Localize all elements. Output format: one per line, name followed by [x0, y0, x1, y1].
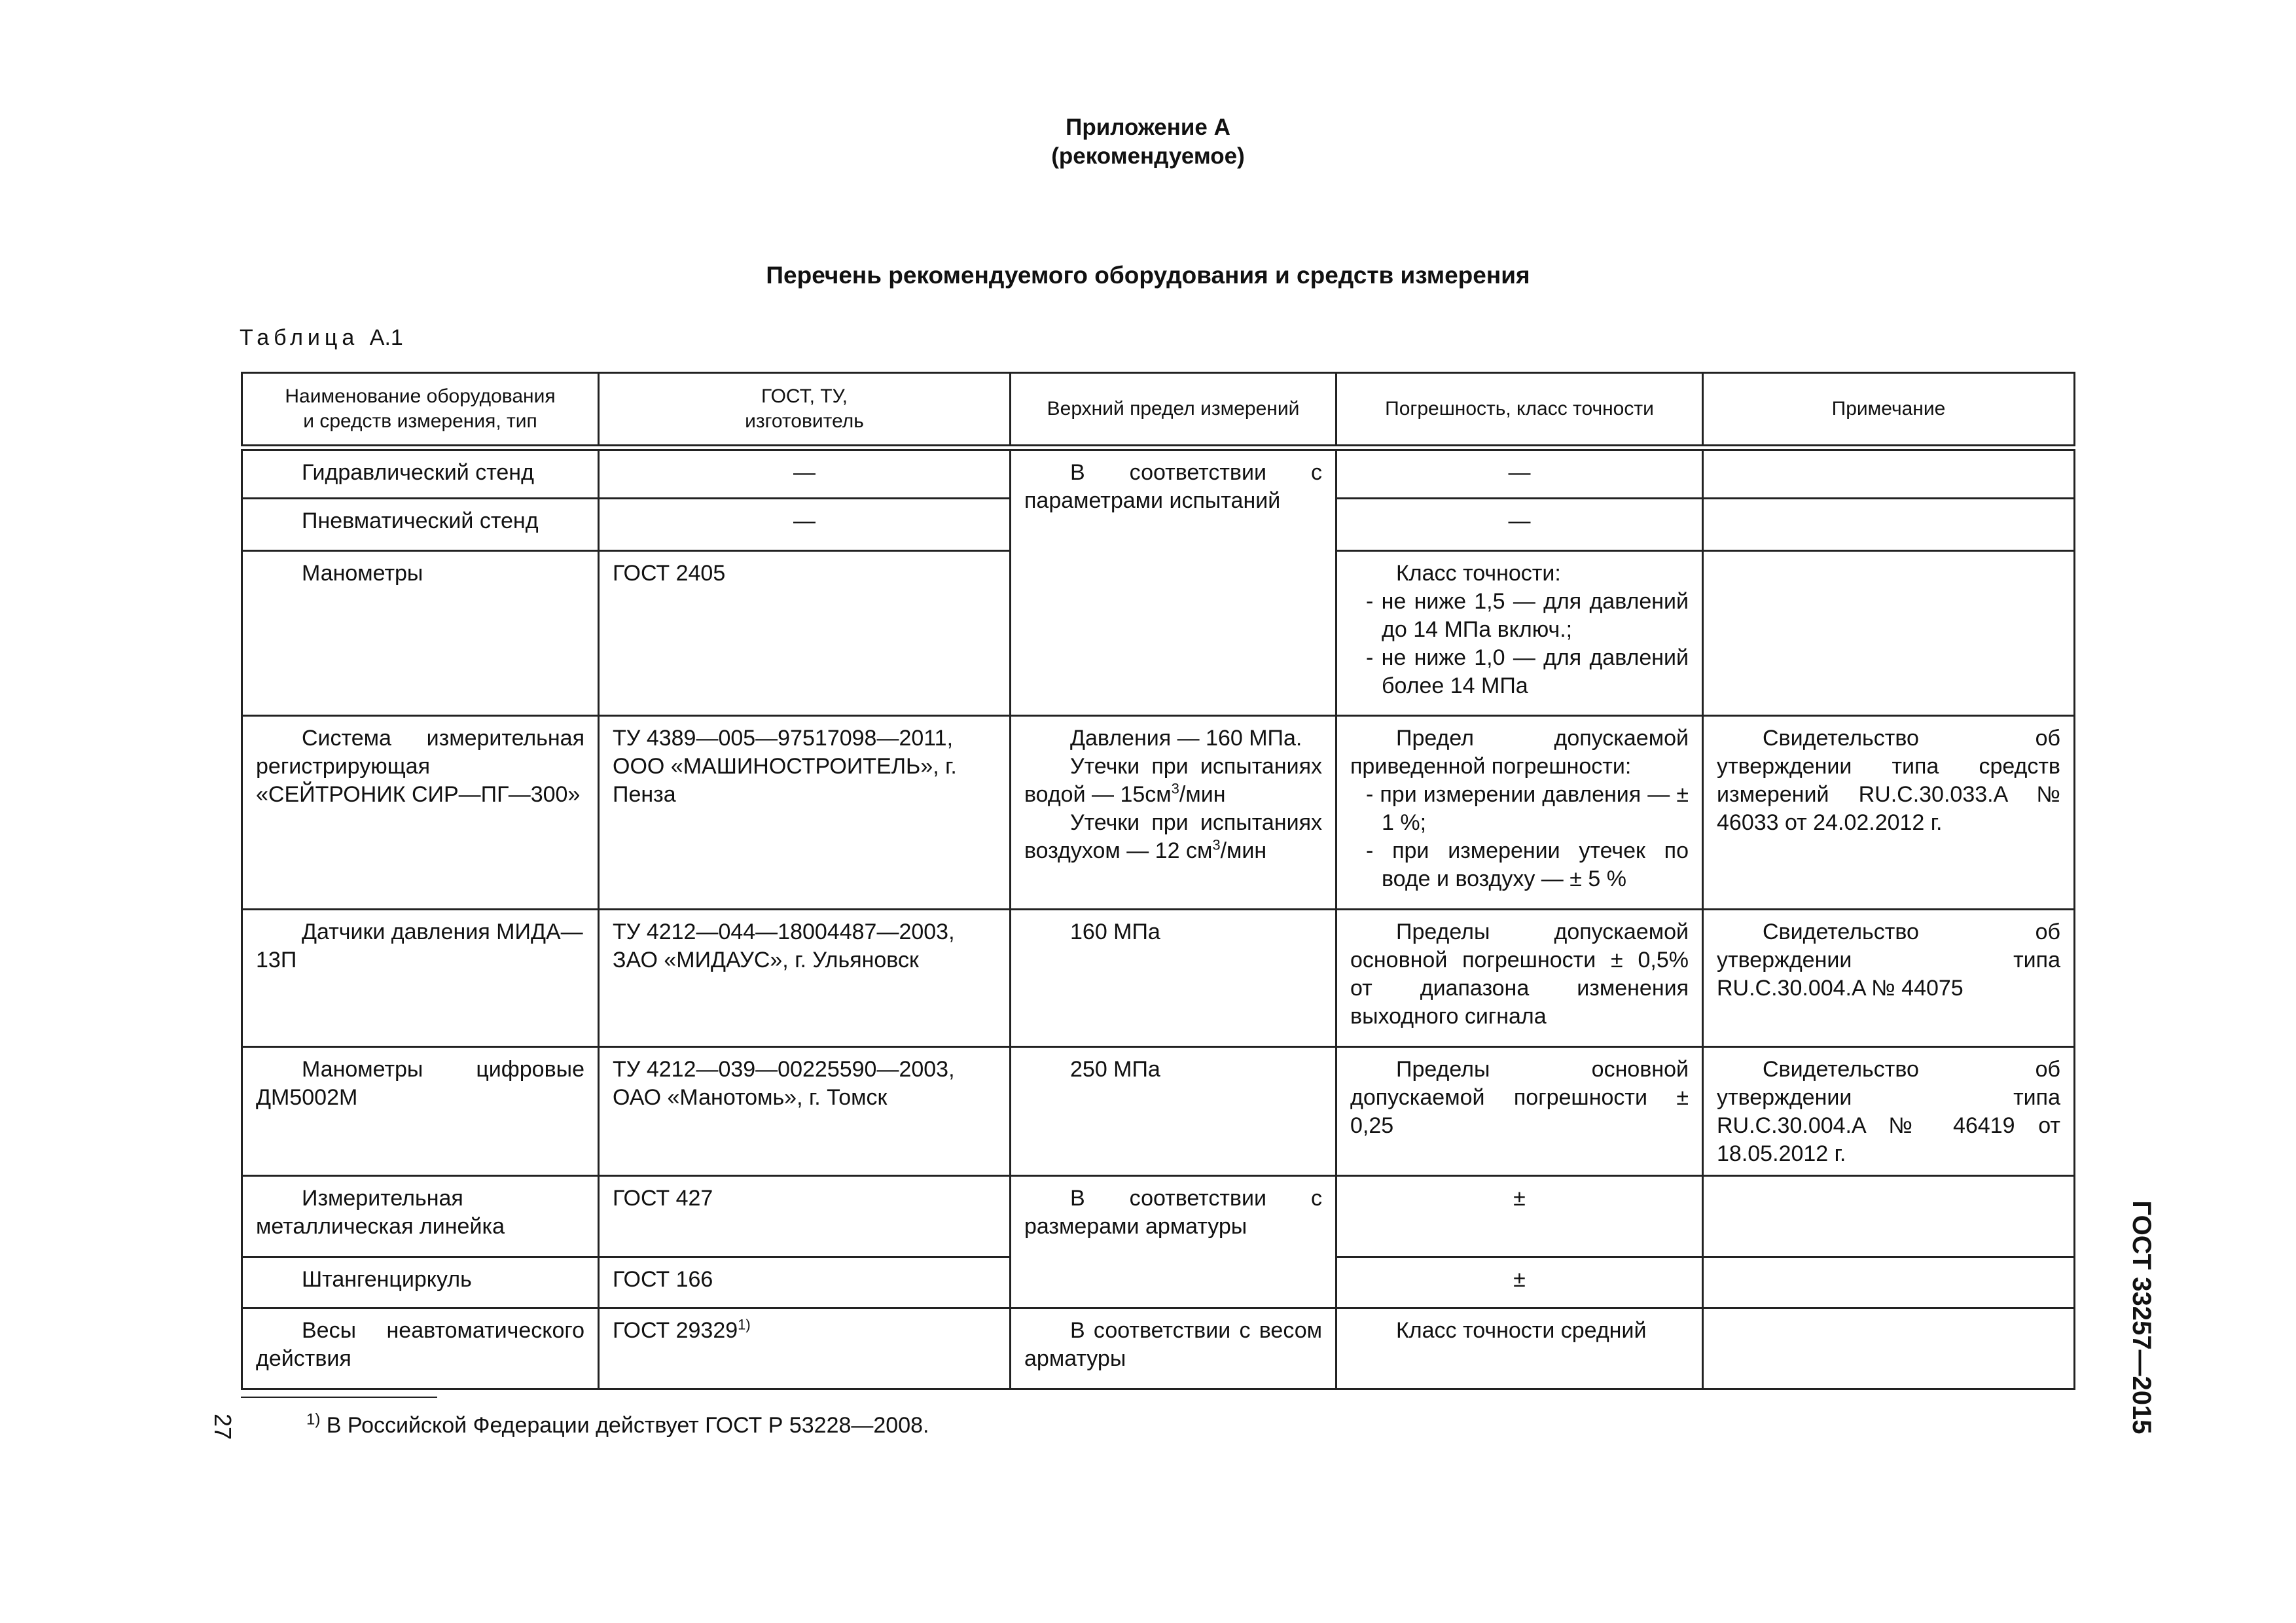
cell-gost: ТУ 4212—039—00225590—2003, ОАО «Манотомь», г. Томск [599, 1047, 1011, 1176]
cell-note [1703, 499, 2075, 551]
header-gost: ГОСТ, ТУ, изготовитель [599, 373, 1011, 448]
footnote [306, 1410, 929, 1440]
cell-gost: ТУ 4389—005—97517098—2011, ООО «МАШИНОСТРОИТЕЛЬ», г. Пенза [599, 716, 1011, 910]
table-row [242, 1047, 2075, 1176]
header-name: Наименование оборудования и средств измерения, тип [242, 373, 599, 448]
header-upper-limit: Верхний предел измерений [1011, 373, 1336, 448]
cell-note [1703, 1308, 2075, 1389]
cell-name: Манометры цифровые ДМ5002М [242, 1047, 599, 1176]
cell-gost: ГОСТ 29329$^{1)}$ [599, 1308, 1011, 1389]
cell-gost: — [599, 448, 1011, 499]
cell-name: Измерительная металлическая линейка [242, 1176, 599, 1257]
cell-gost: ТУ 4212—044—18004487—2003, ЗАО «МИДАУС», г. Ульяновск [599, 910, 1011, 1047]
cell-note [1703, 551, 2075, 716]
cell-upper-limit-merged: В соответствии с размерами арматуры [1011, 1176, 1336, 1308]
table-row [242, 1308, 2075, 1389]
annex-title: Приложение А [1066, 115, 1230, 140]
cell-accuracy: Пределы основной допускаемой погрешности ± 0,25 [1336, 1047, 1703, 1176]
cell-accuracy: ± [1336, 1257, 1703, 1308]
header-note: Примечание [1703, 373, 2075, 448]
cell-accuracy: — [1336, 499, 1703, 551]
cell-accuracy: — [1336, 448, 1703, 499]
cell-accuracy: Класс точности: - не ниже 1,5 — для давлений до 14 МПа включ.; - не ниже 1,0 — для давлений более 14 МПа [1336, 551, 1703, 716]
cell-note [1703, 448, 2075, 499]
page-number: 27 [209, 1413, 236, 1440]
annex-subtitle: (рекомендуемое) [1051, 143, 1245, 169]
cell-gost: — [599, 499, 1011, 551]
table-caption-label: Таблица [240, 325, 359, 350]
cell-note [1703, 1176, 2075, 1257]
cell-upper-limit: Давления — 160 МПа. Утечки при испытаниях водой — $15см^3$/мин Утечки при испытаниях воздухом — 12 $см^3$/мин [1011, 716, 1336, 910]
cell-gost: ГОСТ 166 [599, 1257, 1011, 1308]
cell-name: Датчики давления МИДА—13П [242, 910, 599, 1047]
cell-upper-limit-merged: В соответствии с параметрами испытаний [1011, 448, 1336, 716]
cell-name: Пневматический стенд [242, 499, 599, 551]
list-title: Перечень рекомендуемого оборудования и средств измерения [766, 262, 1530, 289]
cell-accuracy: ± [1336, 1176, 1703, 1257]
table-row [242, 448, 2075, 499]
table-header-row [242, 373, 2075, 448]
cell-note: Свидетельство об утверждении типа средств измерений RU.C.30.033.A № 46033 от 24.02.2012 г. [1703, 716, 2075, 910]
table-row [242, 910, 2075, 1047]
equipment-table [241, 372, 2075, 1390]
cell-accuracy: Класс точности средний [1336, 1308, 1703, 1389]
cell-upper-limit: 160 МПа [1011, 910, 1336, 1047]
table-row [242, 716, 2075, 910]
footnote-marker: 1) [306, 1410, 321, 1429]
footnote-ref: 1) [738, 1316, 751, 1333]
cell-name: Система измерительная регистрирующая «СЕЙТРОНИК СИР—ПГ—300» [242, 716, 599, 910]
cell-upper-limit: 250 МПа [1011, 1047, 1336, 1176]
cell-name: Весы неавтоматического действия [242, 1308, 599, 1389]
cell-name: Штангенциркуль [242, 1257, 599, 1308]
cell-note [1703, 1257, 2075, 1308]
cell-accuracy: Предел допускаемой приведенной погрешности: - при измерении давления — ± 1 %; - при измерении утечек по воде и воздуху — ± 5 % [1336, 716, 1703, 910]
cell-name: Манометры [242, 551, 599, 716]
cell-note: Свидетельство об утверждении типа RU.C.30.004.A № 46419 от 18.05.2012 г. [1703, 1047, 2075, 1176]
footnote-text: В Российской Федерации действует ГОСТ Р 53228—2008. [326, 1413, 929, 1438]
cell-name: Гидравлический стенд [242, 448, 599, 499]
header-accuracy: Погрешность, класс точности [1336, 373, 1703, 448]
cell-upper-limit: В соответствии с весом арматуры [1011, 1308, 1336, 1389]
table-row [242, 1176, 2075, 1257]
footnote-divider [241, 1397, 437, 1398]
cell-gost: ГОСТ 427 [599, 1176, 1011, 1257]
cell-note: Свидетельство об утверждении типа RU.C.30.004.A № 44075 [1703, 910, 2075, 1047]
cell-gost: ГОСТ 2405 [599, 551, 1011, 716]
cell-accuracy: Пределы допускаемой основной погрешности ± 0,5% от диапазона изменения выходного сигнала [1336, 910, 1703, 1047]
table-caption-number: А.1 [369, 325, 403, 350]
standard-code: ГОСТ 33257—2015 [2127, 1200, 2156, 1435]
table-caption [240, 323, 403, 352]
